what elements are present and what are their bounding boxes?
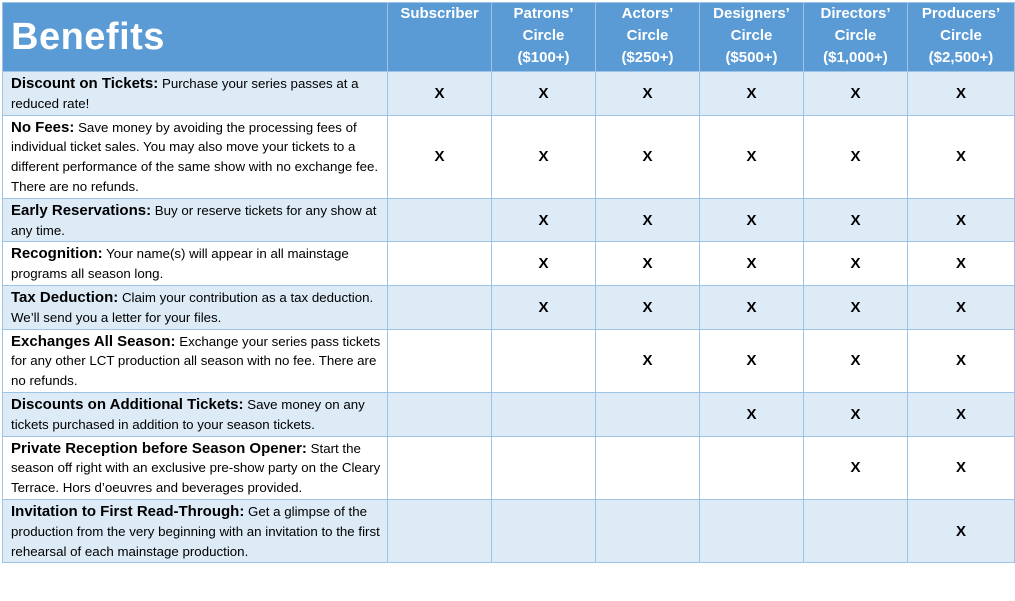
included-mark: X [955,459,966,477]
tier-header-3 [700,3,804,72]
tier-header-0 [388,3,492,72]
included-mark: X [850,148,861,166]
tier-check-cell [388,329,492,392]
tier-header-line: Patrons’ [513,5,574,22]
tier-check-cell [596,329,700,392]
tier-check-cell [804,285,908,329]
benefit-text: Save money on any tickets purchased in addition to your season tickets. [11,396,365,432]
included-mark: X [955,84,966,102]
tier-check-cell [908,198,1015,242]
tier-check-cell [492,436,596,499]
tier-check-cell [388,242,492,286]
benefit-description-cell [3,329,388,392]
included-mark: X [538,211,549,229]
table-title: Benefits [3,3,388,72]
benefit-text: Claim your contribution as a tax deduction. We’ll send you a letter for your files. [11,289,374,325]
included-mark: X [642,84,653,102]
tier-check-cell [908,285,1015,329]
included-mark: X [746,352,757,370]
included-mark: X [850,352,861,370]
tier-check-cell [596,115,700,198]
tier-check-cell [492,285,596,329]
included-mark: X [746,298,757,316]
tier-check-cell [908,242,1015,286]
tier-check-cell [596,72,700,116]
table-row [3,329,1015,392]
tier-check-cell [700,198,804,242]
tier-check-cell [804,436,908,499]
included-mark: X [955,352,966,370]
benefit-name: Discounts on Additional Tickets: [11,395,244,413]
tier-check-cell [596,499,700,562]
tier-check-cell [908,392,1015,436]
tier-check-cell [908,329,1015,392]
table-row [3,72,1015,116]
benefit-name: Early Reservations: [11,201,152,219]
included-mark: X [642,352,653,370]
tier-header-line: ($500+) [725,49,778,66]
benefit-name: Tax Deduction: [11,288,119,306]
tier-check-cell [388,198,492,242]
tier-check-cell [700,285,804,329]
tier-header-2 [596,3,700,72]
table-row [3,115,1015,198]
tier-check-cell [388,285,492,329]
benefit-description-cell [3,242,388,286]
tier-check-cell [804,72,908,116]
included-mark: X [850,405,861,423]
benefit-name: Private Reception before Season Opener: [11,439,307,457]
benefit-name: Discount on Tickets: [11,75,159,92]
included-mark: X [642,211,653,229]
tier-check-cell [492,392,596,436]
table-row [3,242,1015,286]
included-mark: X [642,298,653,316]
tier-check-cell [804,329,908,392]
tier-check-cell [388,499,492,562]
tier-check-cell [596,392,700,436]
tier-header-line: Circle [522,27,565,44]
tier-check-cell [804,499,908,562]
benefit-text: Purchase your series passes at a reduced rate! [11,76,359,111]
included-mark: X [850,255,861,273]
included-mark: X [746,255,757,273]
included-mark: X [850,298,861,316]
tier-check-cell [492,72,596,116]
tier-check-cell [700,115,804,198]
tier-check-cell [908,499,1015,562]
benefit-text: Get a glimpse of the production from the very beginning with an invitation to the first rehearsal of each mainstage production. [11,503,380,559]
tier-header-line: Directors’ [820,5,891,22]
included-mark: X [642,148,653,166]
tier-header-line: ($1,000+) [823,49,888,66]
tier-check-cell [492,329,596,392]
benefit-name: No Fees: [11,118,75,136]
tier-check-cell [492,115,596,198]
included-mark: X [642,255,653,273]
included-mark: X [538,148,549,166]
included-mark: X [850,84,861,102]
table-row [3,198,1015,242]
tier-check-cell [492,198,596,242]
benefit-text: Start the season off right with an exclusive pre-show party on the Cleary Terrace. Hors d’oeuvres and beverages provided. [11,440,381,496]
benefit-name: Invitation to First Read-Through: [11,502,245,520]
benefit-description-cell [3,198,388,242]
tier-check-cell [596,242,700,286]
benefit-text: Exchange your series pass tickets for any other LCT production all season with no fee. There are no refunds. [11,333,381,389]
tier-header-5 [908,3,1015,72]
tier-check-cell [388,72,492,116]
tier-check-cell [804,198,908,242]
benefit-text: Your name(s) will appear in all mainstage programs all season long. [11,246,349,282]
tier-check-cell [804,242,908,286]
included-mark: X [538,84,549,102]
benefits-table [2,2,1015,563]
included-mark: X [955,298,966,316]
tier-check-cell [700,329,804,392]
tier-header-line: Subscriber [400,5,479,22]
table-row [3,392,1015,436]
included-mark: X [955,522,966,540]
tier-check-cell [492,242,596,286]
benefit-name: Exchanges All Season: [11,332,176,350]
included-mark: X [538,255,549,273]
included-mark: X [434,148,445,166]
tier-header-line: Circle [626,27,669,44]
included-mark: X [434,84,445,102]
tier-check-cell [388,436,492,499]
tier-header-line: Producers’ [921,5,1001,22]
included-mark: X [746,405,757,423]
included-mark: X [538,298,549,316]
included-mark: X [955,255,966,273]
benefit-description-cell [3,115,388,198]
benefit-text: Buy or reserve tickets for any show at any time. [11,202,377,238]
benefit-text: Save money by avoiding the processing fees of individual ticket sales. You may also move your tickets to a different performance of the same show with no exchange fee. There are no refunds. [11,119,379,194]
included-mark: X [850,459,861,477]
included-mark: X [955,405,966,423]
benefit-description-cell [3,499,388,562]
tier-check-cell [700,436,804,499]
benefit-name: Recognition: [11,245,103,263]
tier-check-cell [596,285,700,329]
included-mark: X [850,211,861,229]
tier-check-cell [804,392,908,436]
tier-header-line: Actors’ [621,5,674,22]
tier-check-cell [700,72,804,116]
header-row [3,3,1015,72]
tier-check-cell [596,198,700,242]
tier-header-line: Circle [730,27,773,44]
tier-check-cell [908,115,1015,198]
benefit-description-cell [3,72,388,116]
benefit-description-cell [3,392,388,436]
tier-header-line: ($100+) [517,49,570,66]
benefit-description-cell [3,285,388,329]
table-body [3,72,1015,563]
tier-check-cell [596,436,700,499]
tier-header-1 [492,3,596,72]
included-mark: X [746,211,757,229]
included-mark: X [746,84,757,102]
table-row [3,285,1015,329]
tier-header-4 [804,3,908,72]
included-mark: X [955,211,966,229]
tier-check-cell [804,115,908,198]
tier-header-line: ($2,500+) [928,49,994,66]
tier-check-cell [700,242,804,286]
tier-check-cell [388,115,492,198]
table-row [3,499,1015,562]
tier-header-line: Designers’ [713,5,790,22]
tier-check-cell [492,499,596,562]
tier-check-cell [700,392,804,436]
tier-check-cell [908,72,1015,116]
benefit-description-cell [3,436,388,499]
table-row [3,436,1015,499]
tier-header-line: ($250+) [621,49,674,66]
tier-check-cell [908,436,1015,499]
included-mark: X [746,148,757,166]
tier-header-line: Circle [940,27,982,44]
tier-check-cell [388,392,492,436]
tier-check-cell [700,499,804,562]
tier-header-line: Circle [834,27,877,44]
included-mark: X [955,148,966,166]
